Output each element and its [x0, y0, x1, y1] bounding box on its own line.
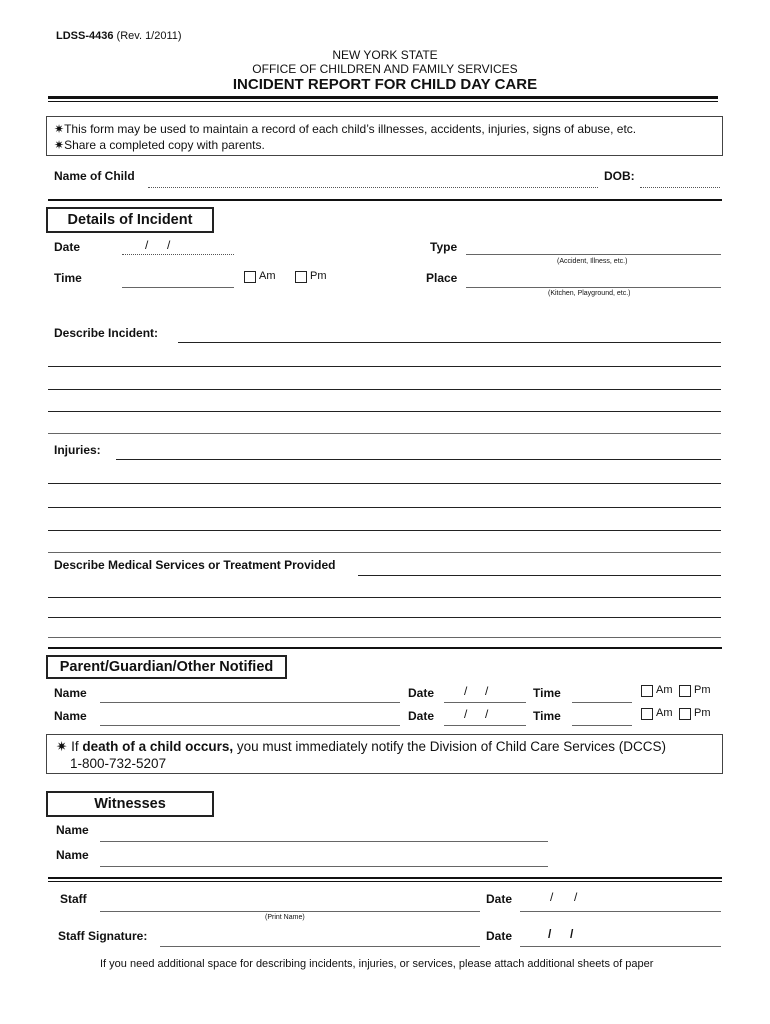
- place-label: Place: [426, 271, 458, 285]
- medical-line[interactable]: [48, 597, 721, 598]
- type-hint: (Accident, Illness, etc.): [557, 258, 628, 265]
- dccs-phone: 1-800-732-5207: [70, 756, 167, 771]
- dob-field[interactable]: [640, 187, 720, 188]
- page-title: INCIDENT REPORT FOR CHILD DAY CARE: [232, 76, 538, 93]
- pm-checkbox[interactable]: [679, 708, 691, 720]
- incident-time-field[interactable]: [122, 287, 234, 288]
- medical-line[interactable]: [358, 575, 721, 576]
- injuries-line[interactable]: [116, 459, 721, 460]
- form-revision: (Rev. 1/2011): [116, 30, 182, 42]
- agency-state: NEW YORK STATE: [332, 48, 438, 62]
- witness-name-field[interactable]: [100, 866, 548, 867]
- section-rule-thick: [48, 877, 722, 879]
- injuries-line[interactable]: [48, 552, 721, 553]
- incident-date-label: Date: [54, 240, 81, 254]
- notified-name-field[interactable]: [100, 702, 400, 703]
- date-separator: /: [574, 890, 578, 904]
- am-checkbox[interactable]: [641, 685, 653, 697]
- incident-date-field[interactable]: [122, 254, 234, 255]
- describe-line[interactable]: [48, 411, 721, 412]
- staff-signature-field[interactable]: [160, 946, 480, 947]
- describe-incident-label: Describe Incident:: [54, 326, 159, 340]
- bullet-icon: ✷: [54, 138, 65, 152]
- pm-label: Pm: [694, 684, 711, 696]
- pm-checkbox[interactable]: [295, 271, 307, 283]
- witnesses-heading: Witnesses: [46, 791, 214, 817]
- notified-name-label: Name: [54, 709, 87, 723]
- form-id: [56, 30, 182, 42]
- notified-heading: Parent/Guardian/Other Notified: [46, 655, 287, 679]
- child-name-field[interactable]: [148, 187, 598, 188]
- witness-name-field[interactable]: [100, 841, 548, 842]
- injuries-label: Injuries:: [54, 443, 101, 457]
- signature-date-label: Date: [486, 929, 513, 943]
- place-hint: (Kitchen, Playground, etc.): [548, 290, 631, 297]
- am-label: Am: [259, 270, 276, 282]
- staff-label: Staff: [60, 892, 87, 906]
- date-separator: /: [570, 927, 574, 941]
- staff-date-label: Date: [486, 892, 513, 906]
- child-name-label: Name of Child: [54, 169, 135, 183]
- date-separator: /: [145, 238, 149, 252]
- section-rule: [48, 647, 722, 649]
- injuries-line[interactable]: [48, 483, 721, 484]
- bullet-icon: ✷: [56, 739, 68, 754]
- notified-time-label: Time: [533, 686, 561, 700]
- dob-label: DOB:: [604, 169, 635, 183]
- notified-time-field[interactable]: [572, 725, 632, 726]
- injuries-line[interactable]: [48, 507, 721, 508]
- notice-line-2: ✷Share a completed copy with parents.: [54, 138, 265, 152]
- notice-line-1: ✷This form may be used to maintain a record of each child’s illnesses, accidents, injuries, signs of abuse, etc.: [54, 122, 637, 136]
- describe-line[interactable]: [178, 342, 721, 343]
- death-notice-line-1: ✷ If death of a child occurs, you must immediately notify the Division of Child Care Services (DCCS): [56, 739, 667, 754]
- describe-line[interactable]: [48, 366, 721, 367]
- details-heading: Details of Incident: [46, 207, 214, 233]
- print-name-hint: (Print Name): [265, 914, 305, 921]
- agency-office: OFFICE OF CHILDREN AND FAMILY SERVICES: [252, 62, 518, 76]
- title-rule-thick: [48, 96, 718, 99]
- am-label: Am: [656, 707, 673, 719]
- notified-time-field[interactable]: [572, 702, 632, 703]
- describe-line[interactable]: [48, 433, 721, 434]
- injuries-line[interactable]: [48, 530, 721, 531]
- section-rule: [48, 199, 722, 201]
- type-label: Type: [430, 240, 458, 254]
- am-checkbox[interactable]: [641, 708, 653, 720]
- date-separator: /: [485, 684, 489, 698]
- title-rule-thin: [48, 101, 718, 102]
- notified-time-label: Time: [533, 709, 561, 723]
- staff-date-field[interactable]: [520, 911, 721, 912]
- pm-label: Pm: [310, 270, 327, 282]
- medical-line[interactable]: [48, 617, 721, 618]
- medical-services-label: Describe Medical Services or Treatment Provided: [54, 558, 336, 572]
- pm-checkbox[interactable]: [679, 685, 691, 697]
- staff-name-field[interactable]: [100, 911, 480, 912]
- date-separator: /: [485, 707, 489, 721]
- am-label: Am: [656, 684, 673, 696]
- notified-date-field[interactable]: [444, 702, 526, 703]
- place-field[interactable]: [466, 287, 721, 288]
- witness-name-label: Name: [56, 823, 89, 837]
- incident-time-label: Time: [54, 271, 82, 285]
- pm-label: Pm: [694, 707, 711, 719]
- date-separator: /: [464, 684, 468, 698]
- notified-name-label: Name: [54, 686, 87, 700]
- notified-date-field[interactable]: [444, 725, 526, 726]
- bullet-icon: ✷: [54, 122, 65, 136]
- witness-name-label: Name: [56, 848, 89, 862]
- notified-date-label: Date: [408, 709, 435, 723]
- date-separator: /: [167, 238, 171, 252]
- signature-date-field[interactable]: [520, 946, 721, 947]
- date-separator: /: [548, 927, 552, 941]
- section-rule-thin: [48, 881, 722, 882]
- date-separator: /: [550, 890, 554, 904]
- notified-date-label: Date: [408, 686, 435, 700]
- date-separator: /: [464, 707, 468, 721]
- staff-signature-label: Staff Signature:: [58, 929, 148, 943]
- describe-line[interactable]: [48, 389, 721, 390]
- form-number: LDSS-4436: [56, 30, 114, 42]
- type-field[interactable]: [466, 254, 721, 255]
- am-checkbox[interactable]: [244, 271, 256, 283]
- footer-note: If you need additional space for describing incidents, injuries, or services, please attach additional sheets of paper: [100, 958, 654, 970]
- notified-name-field[interactable]: [100, 725, 400, 726]
- medical-line[interactable]: [48, 637, 721, 638]
